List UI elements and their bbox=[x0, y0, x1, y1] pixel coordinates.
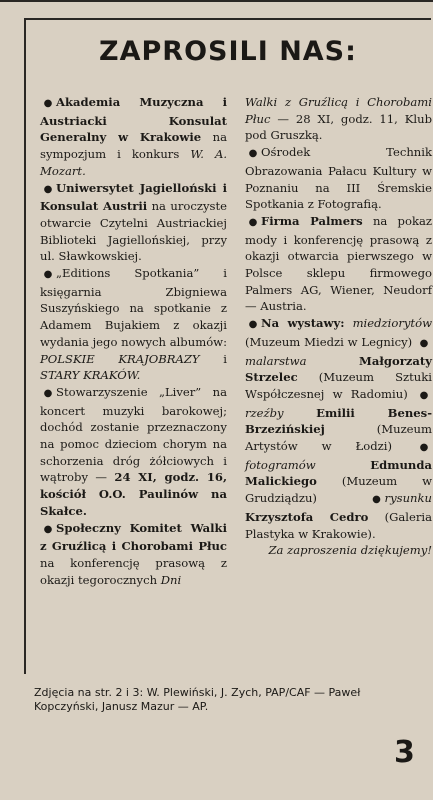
exhibit-type: fotogramów bbox=[245, 457, 316, 472]
org-name: Uniwersytet Jagielloński i Konsulat Austrii bbox=[40, 180, 227, 214]
event-date: 24 XI, godz. 16, kościół O.O. Paulinów na Skałce. bbox=[40, 470, 227, 518]
item-akademia bbox=[40, 94, 227, 180]
item-text: na spotkanie z Adamem Bujakiem z okazji wydania jego nowych albumów: bbox=[40, 301, 228, 349]
exhibit-type: rysunku bbox=[384, 491, 432, 506]
artist-name: Edmunda Malickiego bbox=[245, 457, 432, 489]
item-editions-spotkania bbox=[40, 265, 227, 384]
bullet-icon: ● bbox=[419, 337, 429, 349]
conjunction: i bbox=[223, 351, 227, 366]
photo-credits: Zdjęcia na str. 2 i 3: W. Plewiński, J. Zych, PAP/CAF — Paweł Kopczyński, Janusz Mazur — AP. bbox=[34, 686, 361, 713]
artist-name: Emilii Benes-Brzezińskiej bbox=[245, 405, 433, 437]
album-title: POLSKIE KRAJOBRAZY bbox=[40, 351, 200, 366]
bullet-icon: ● bbox=[248, 216, 258, 228]
org-name: Firma Palmers bbox=[261, 213, 363, 228]
bullet-icon: ● bbox=[248, 148, 258, 160]
album-title: STARY KRAKÓW. bbox=[40, 368, 141, 383]
artist-name: Krzysztofa Cedro bbox=[245, 509, 369, 524]
event-title: Dni bbox=[160, 572, 182, 587]
org-name: Stowarzyszenie „Liver” bbox=[56, 384, 202, 399]
bullet-icon: ● bbox=[43, 269, 53, 281]
item-text: na uroczyste otwarcie Czytelni Austriackiej Biblioteki Jagiellońskiej, przy ul. Sławkowskiej. bbox=[40, 199, 227, 264]
event-title: Walki z Gruźlicą i Chorobami Płuc bbox=[245, 95, 432, 126]
bullet-icon: ● bbox=[419, 442, 429, 454]
exhibit-place: (Muzeum Miedzi w Legnicy) bbox=[245, 334, 413, 349]
exhibit-place: (Muzeum w Grudziądzu) bbox=[245, 474, 432, 506]
org-name: „Editions Spotkania” i księgarnia Zbigniewa Suszyńskiego bbox=[40, 266, 227, 316]
item-liver bbox=[40, 384, 227, 520]
bullet-icon: ● bbox=[43, 98, 53, 109]
bullet-icon: ● bbox=[43, 523, 53, 535]
item-text: na pokaz mody i konferencję prasową z okazji otwarcia pierwszego w Polsce sklepu firmowego Palmers AG, Wiener, Neudorf — Austria. bbox=[245, 213, 432, 314]
item-komitet bbox=[40, 520, 227, 589]
item-text: Ośrodek Technik Obrazowania Pałacu Kultury w Poznaniu na III Śremskie Spotkania z Fotografią. bbox=[245, 145, 432, 212]
event-date: — 28 XI, godz. 11, Klub pod Gruszką. bbox=[245, 111, 433, 143]
event-title: W. A. Mozart. bbox=[40, 147, 228, 178]
bullet-icon: ● bbox=[43, 183, 53, 195]
exhibit-place: (Galeria Plastyka w Krakowie). bbox=[245, 509, 433, 541]
org-name: Społeczny Komitet Walki z Gruźlicą i Chorobami Płuc bbox=[40, 520, 227, 554]
left-column bbox=[40, 94, 227, 588]
exhibit-type: malarstwa bbox=[245, 353, 307, 368]
exhibit-place: (Muzeum Artystów w Łodzi) bbox=[245, 422, 432, 454]
item-uniwersytet bbox=[40, 180, 227, 266]
closing-thanks: Za zaproszenia dziękujemy! bbox=[268, 543, 432, 558]
bullet-icon: ● bbox=[43, 387, 53, 399]
bullet-icon: ● bbox=[372, 494, 381, 506]
item-komitet-cont bbox=[245, 94, 432, 144]
headline: ZAPROSILI NAS: bbox=[99, 36, 357, 67]
item-palmers bbox=[245, 213, 432, 315]
item-wystawy bbox=[245, 315, 432, 542]
right-column bbox=[245, 94, 432, 559]
exhibit-type: miedziorytów bbox=[352, 316, 432, 331]
page-number: 3 bbox=[394, 735, 415, 770]
org-name: Akademia Muzyczna i Austriacki Konsulat Generalny w Krakowie bbox=[40, 95, 227, 145]
item-text: na sympozjum i konkurs bbox=[40, 130, 227, 162]
exhibit-type: rzeźby bbox=[245, 405, 284, 420]
bullet-icon: ● bbox=[419, 389, 429, 401]
item-text: na koncert muzyki barokowej; dochód zostanie przeznaczony na pomoc dzieciom chorym na schorzenia dróg żółciowych i wątroby — bbox=[40, 384, 227, 485]
bullet-icon: ● bbox=[248, 319, 258, 331]
item-osrodek bbox=[245, 144, 432, 213]
item-text: na konferencję prasową z okazji tegorocznych bbox=[40, 555, 227, 587]
top-rule bbox=[0, 0, 433, 2]
exhibitions-lead: Na wystawy: bbox=[261, 316, 345, 331]
exhibit-place: (Muzeum Sztuki Współczesnej w Radomiu) bbox=[245, 370, 432, 401]
artist-name: Małgorzaty Strzelec bbox=[245, 353, 432, 385]
